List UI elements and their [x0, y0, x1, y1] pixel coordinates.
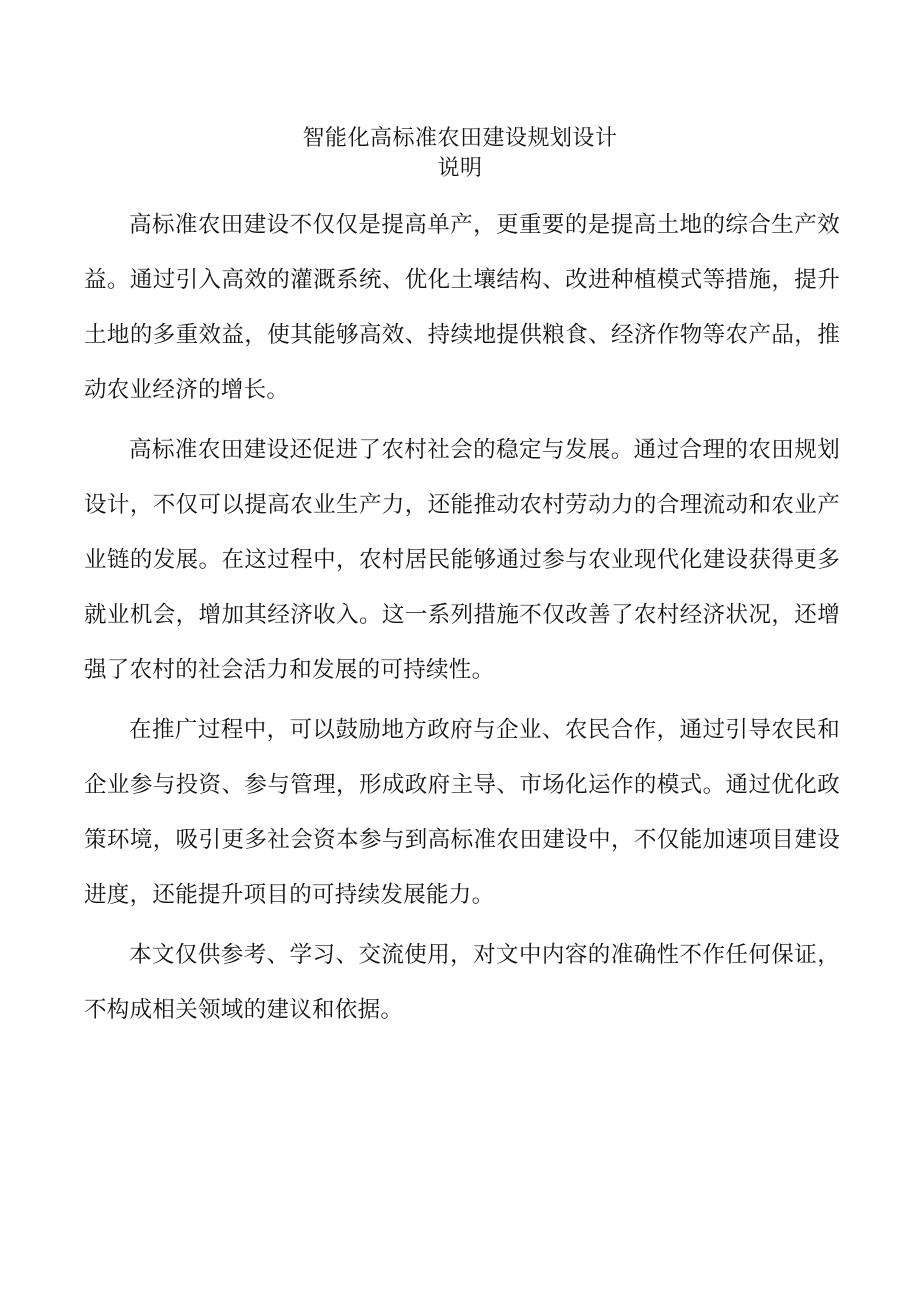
title-block	[0, 124, 920, 184]
paragraph-3: 在推广过程中，可以鼓励地方政府与企业、农民合作，通过引导农民和企业参与投资、参与管理，形成政府主导、市场化运作的模式。通过优化政策环境，吸引更多社会资本参与到高标准农田建设中，不仅能加速项目建设进度，还能提升项目的可持续发展能力。	[84, 717, 840, 908]
paragraph-2: 高标准农田建设还促进了农村社会的稳定与发展。通过合理的农田规划设计，不仅可以提高农业生产力，还能推动农村劳动力的合理流动和农业产业链的发展。在这过程中，农村居民能够通过参与农业现代化建设获得更多就业机会，增加其经济收入。这一系列措施不仅改善了农村经济状况，还增强了农村的社会活力和发展的可持续性。	[84, 437, 840, 683]
paragraph-1: 高标准农田建设不仅仅是提高单产，更重要的是提高土地的综合生产效益。通过引入高效的灌溉系统、优化土壤结构、改进种植模式等措施，提升土地的多重效益，使其能够高效、持续地提供粮食、经济作物等农产品，推动农业经济的增长。	[84, 212, 840, 403]
document-title: 智能化高标准农田建设规划设计	[302, 126, 618, 151]
paragraph-4-disclaimer: 本文仅供参考、学习、交流使用，对文中内容的准确性不作任何保证，不构成相关领域的建议和依据。	[84, 942, 840, 1023]
document-body	[84, 198, 840, 1043]
document-subtitle: 说明	[437, 156, 483, 181]
